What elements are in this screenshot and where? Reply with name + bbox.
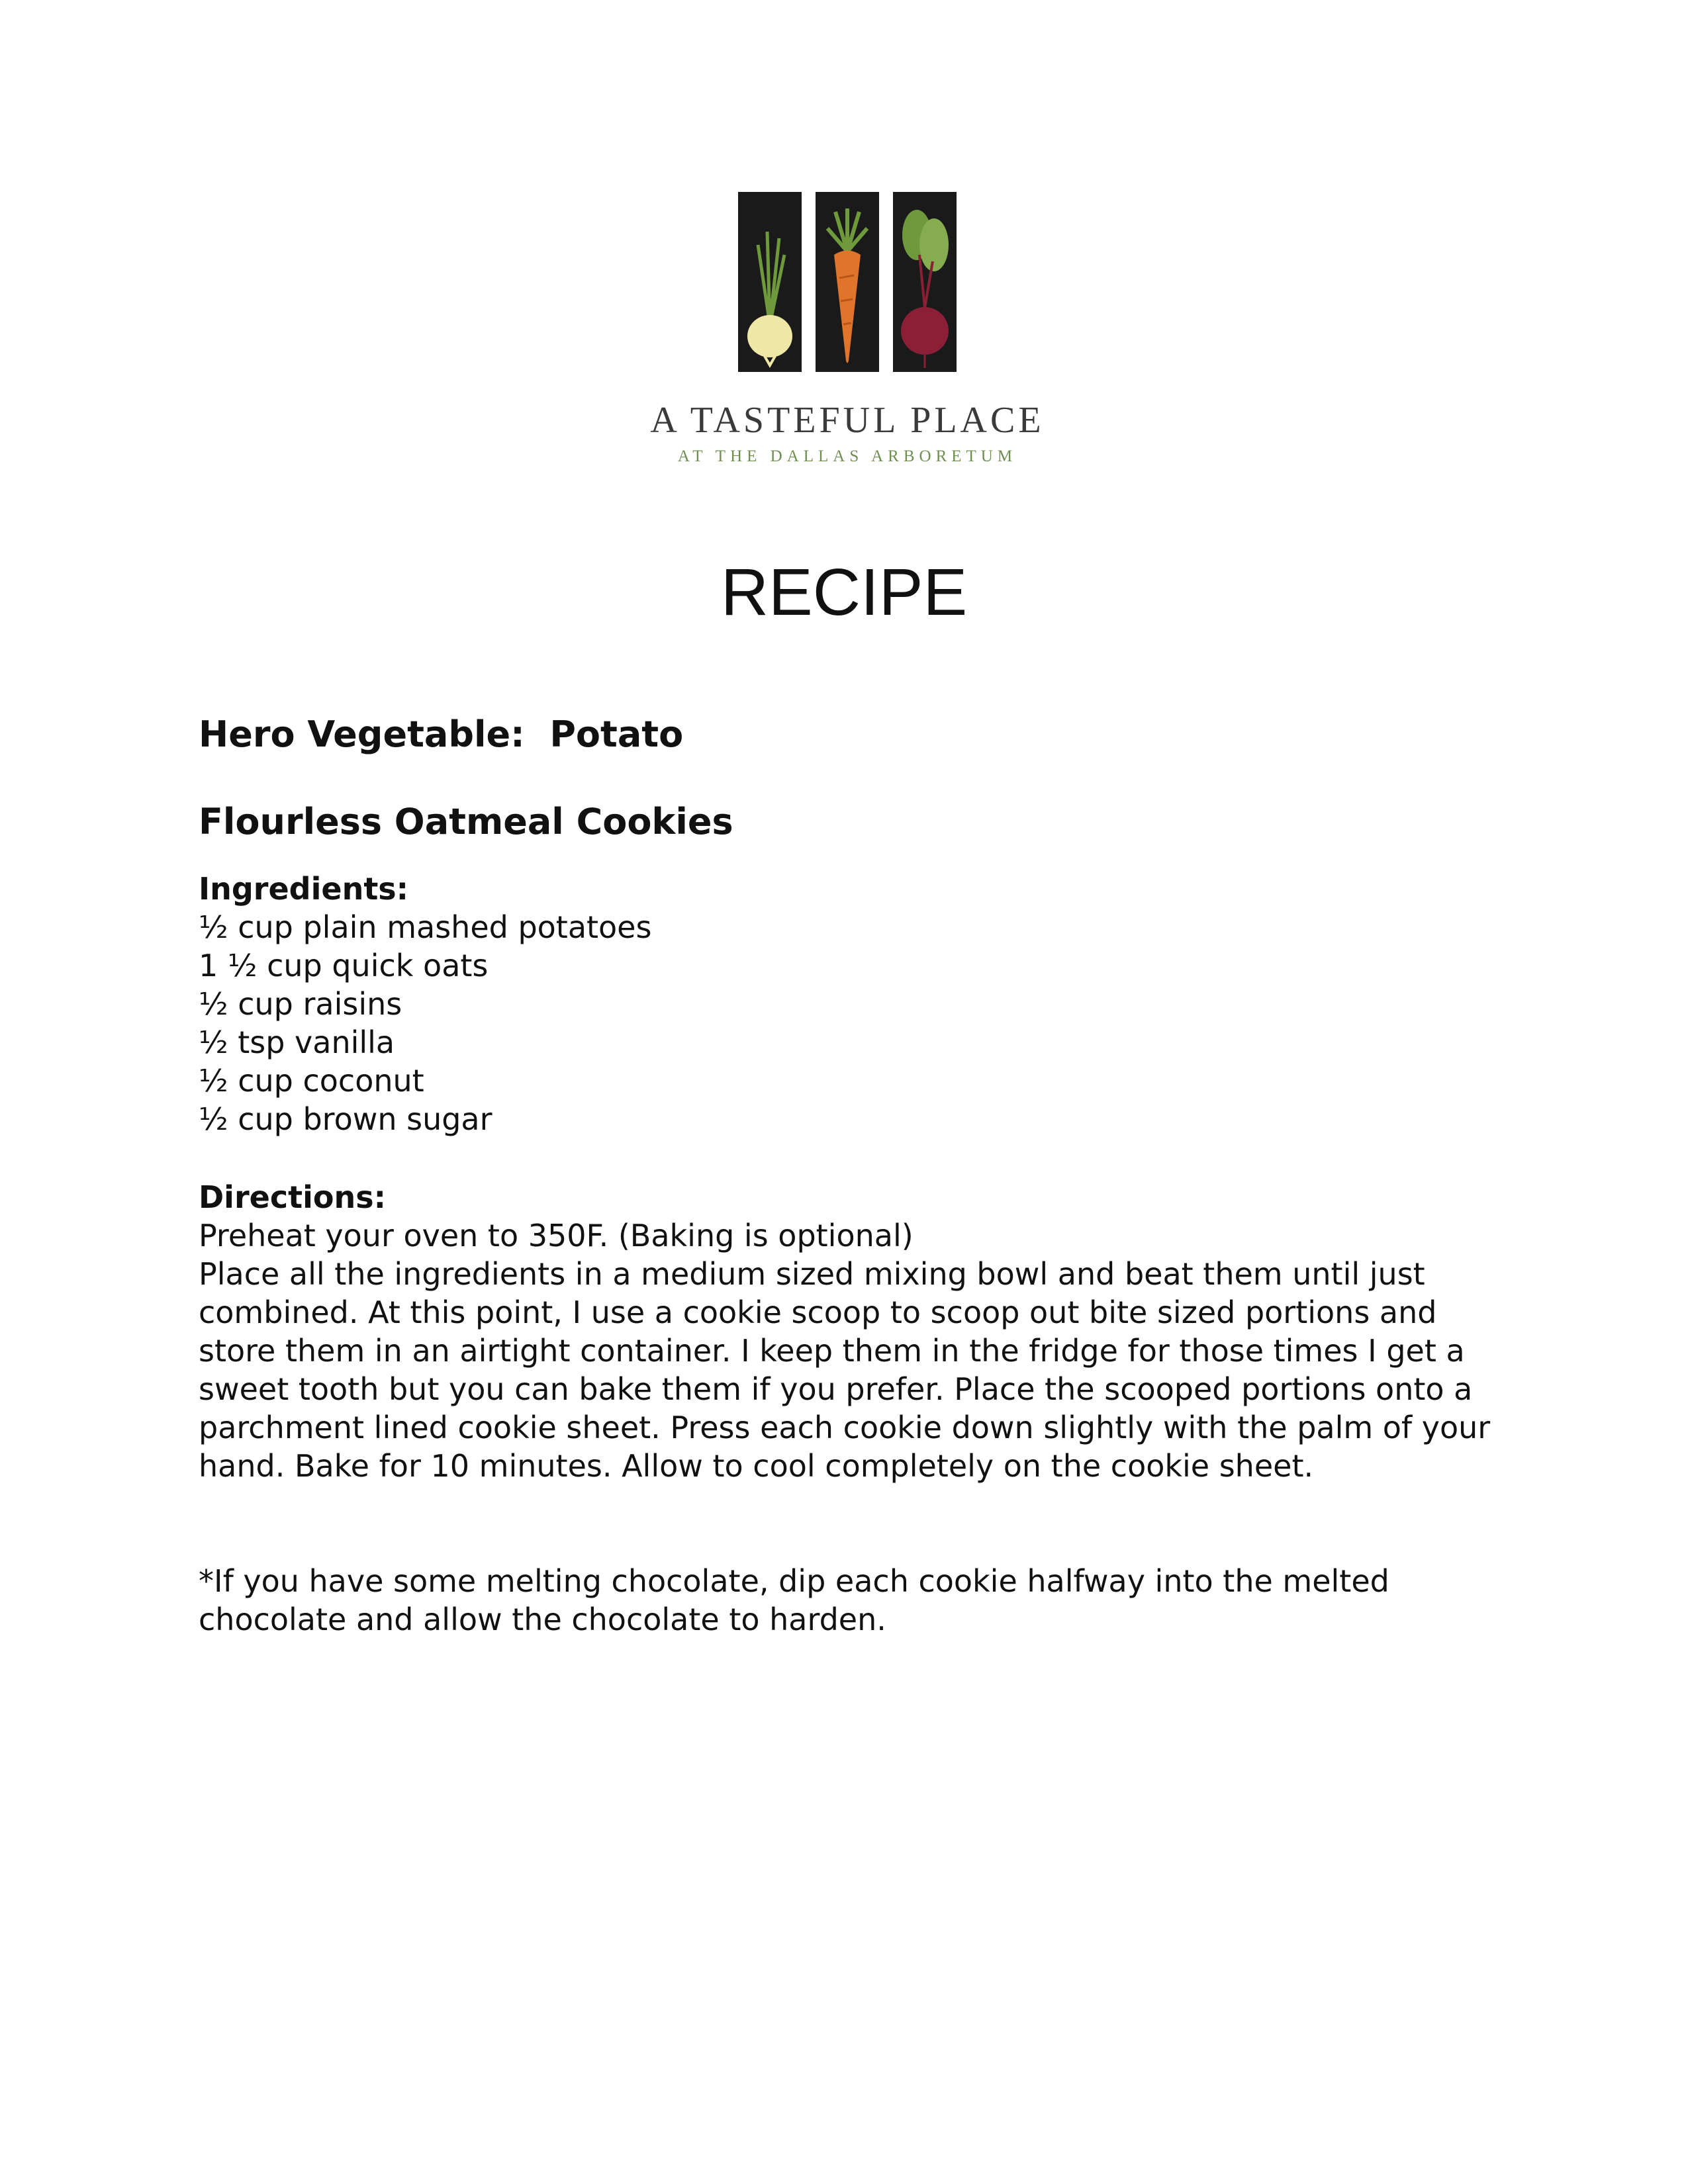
directions-section [199,1178,1496,1485]
ingredient-item: ½ tsp vanilla [199,1024,395,1060]
logo-name: A TASTEFUL PLACE [650,400,1045,441]
ingredients-label: Ingredients: [199,871,409,907]
logo-panels [738,192,957,377]
recipe-content [199,708,1496,1639]
directions-step: Preheat your oven to 350F. (Baking is optional) [199,1218,914,1253]
carrot-icon [816,192,879,372]
chocolate-note: *If you have some melting chocolate, dip each cookie halfway into the melted chocolate and allow the chocolate to harden. [199,1563,1389,1637]
directions-label: Directions: [199,1179,386,1215]
onion-panel [738,192,802,372]
hero-label: Hero Vegetable: [199,713,525,755]
ingredient-item: ½ cup plain mashed potatoes [199,909,652,945]
hero-value: Potato [549,713,684,755]
hero-vegetable [199,708,1496,761]
ingredient-item: ½ cup coconut [199,1063,424,1099]
ingredient-list [199,908,1496,1138]
beet-icon [893,192,957,372]
page-title: RECIPE [720,555,968,629]
carrot-panel [816,192,879,372]
onion-icon [738,192,802,372]
beet-panel [893,192,957,372]
ingredient-item: ½ cup brown sugar [199,1101,492,1137]
directions-step: Place all the ingredients in a medium sized mixing bowl and beat them until just combined. At this point, I use a cookie scoop to scoop out bite sized portions and store them in an airtight container. I keep them in the fridge for those times I get a sweet tooth but you can bake them if you prefer. Place the scooped portions onto a parchment lined cookie sheet. Press each cookie down slightly with the palm of your hand. Bake for 10 minutes. Allow to cool completely on the cookie sheet. [199,1256,1491,1484]
recipe-name: Flourless Oatmeal Cookies [199,801,733,842]
ingredient-item: 1 ½ cup quick oats [199,948,489,983]
logo [622,185,1072,477]
logo-subtitle: AT THE DALLAS ARBORETUM [677,447,1017,465]
ingredient-item: ½ cup raisins [199,986,402,1022]
ingredients-section [199,870,1496,1138]
